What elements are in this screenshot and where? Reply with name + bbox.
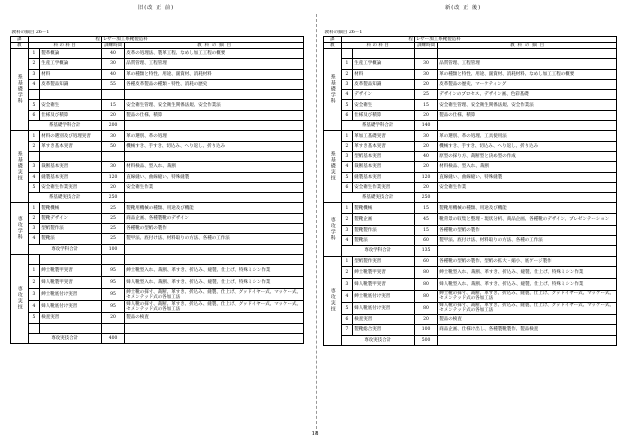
row-number: 4 bbox=[341, 90, 353, 100]
row-subject: 材料の選別及び処理実習 bbox=[40, 131, 102, 141]
row-hours: 40 bbox=[101, 69, 124, 79]
table-row bbox=[324, 110, 617, 120]
row-subject bbox=[40, 90, 102, 100]
row-hours: 20 bbox=[414, 110, 437, 120]
row-detail: 直線縫い、曲線縫い、特殊縫製 bbox=[125, 172, 304, 182]
left-section-0-total-row bbox=[11, 121, 304, 131]
row-hours: 80 bbox=[414, 278, 437, 290]
row-subject: 縫製基本実習 bbox=[40, 172, 102, 182]
right-section-1-total-row bbox=[324, 193, 617, 203]
row-hours: 95 bbox=[101, 289, 124, 301]
right-course-label: 課 bbox=[324, 37, 342, 43]
row-hours: 20 bbox=[101, 182, 124, 192]
table-row bbox=[324, 278, 617, 290]
row-detail: 機械すき、手すき、切込み、へり返し、折り込み bbox=[125, 141, 304, 151]
table-row bbox=[324, 162, 617, 172]
section-total-hours: 400 bbox=[101, 333, 124, 343]
row-number: 3 bbox=[28, 224, 40, 234]
row-subject: 縫製基本実習 bbox=[353, 172, 415, 182]
table-row bbox=[11, 49, 304, 59]
left-section-1-total-row bbox=[11, 193, 304, 203]
row-number: 3 bbox=[341, 225, 353, 235]
left-header-detail: 教 科 の 細 目 bbox=[125, 43, 304, 49]
left-section-3-title: 専攻実技 bbox=[11, 254, 29, 343]
row-detail: 製品の検査 bbox=[125, 313, 304, 323]
left-header-kyo: 教 bbox=[11, 43, 29, 49]
row-subject: 婦人靴製甲実習 bbox=[353, 278, 415, 290]
row-number bbox=[28, 90, 40, 100]
row-subject: 製靴機械 bbox=[353, 203, 415, 213]
row-subject: 安全衛生作業実習 bbox=[353, 182, 415, 192]
row-detail: 靴背景の収集と整理・現状分析、商品企画、各種靴のデザイン、プレゼンテーション bbox=[438, 213, 617, 225]
table-row bbox=[11, 224, 304, 234]
row-hours: 15 bbox=[101, 100, 124, 110]
right-section-1-title: 系基礎実技 bbox=[324, 131, 342, 203]
row-detail: 革の種類と特性、用途、副資材、消耗材料 bbox=[125, 69, 304, 79]
table-row bbox=[324, 79, 617, 89]
row-number: 6 bbox=[341, 182, 353, 192]
row-subject: 材料 bbox=[40, 69, 102, 79]
row-hours: 50 bbox=[101, 141, 124, 151]
table-row bbox=[324, 325, 617, 335]
row-hours: 120 bbox=[101, 172, 124, 182]
row-detail: 革の選別、革の処理、工具使用法 bbox=[438, 131, 617, 141]
table-row bbox=[11, 90, 304, 100]
row-hours: 120 bbox=[414, 172, 437, 182]
row-subject: 革すき基本実習 bbox=[40, 141, 102, 151]
table-row bbox=[11, 172, 304, 182]
right-section-3-title: 専攻実技 bbox=[324, 256, 342, 345]
right-panel bbox=[323, 30, 617, 346]
section-total-label: 専攻実技合計 bbox=[341, 335, 414, 345]
row-number: 2 bbox=[28, 59, 40, 69]
row-subject: 皮革製品知識 bbox=[353, 79, 415, 89]
row-number: 1 bbox=[28, 265, 40, 277]
row-number: 5 bbox=[28, 182, 40, 192]
left-header-subject: 科 の 科 目 bbox=[28, 43, 101, 49]
row-subject: 紳士靴底付け実習 bbox=[353, 290, 415, 302]
right-section-2-title: 専攻学科 bbox=[324, 203, 342, 256]
row-hours: 20 bbox=[101, 313, 124, 323]
row-subject: 安全衛生作業実習 bbox=[40, 182, 102, 192]
section-total-label: 系基礎実技合計 bbox=[341, 193, 414, 203]
row-detail bbox=[125, 90, 304, 100]
row-number: 5 bbox=[341, 100, 353, 110]
row-detail: 各種靴の型紙の製作 bbox=[438, 225, 617, 235]
row-hours: 25 bbox=[101, 234, 124, 244]
right-header-hours: 訓練時間 bbox=[414, 43, 437, 49]
row-hours: 100 bbox=[414, 325, 437, 335]
table-row bbox=[11, 79, 304, 89]
row-detail: 安全衛生作業 bbox=[438, 182, 617, 192]
row-hours: 25 bbox=[101, 224, 124, 234]
row-subject: 裁断基本実習 bbox=[40, 162, 102, 172]
row-number: 3 bbox=[341, 151, 353, 161]
row-number: 4 bbox=[341, 162, 353, 172]
table-row bbox=[324, 182, 617, 192]
section-total-label: 専攻実技合計 bbox=[28, 333, 101, 343]
table-row bbox=[324, 59, 617, 69]
row-hours: 80 bbox=[414, 302, 437, 314]
row-subject: 生産工学概論 bbox=[40, 59, 102, 69]
section-total-hours: 250 bbox=[101, 193, 124, 203]
row-subject: 紳士靴底付け実習 bbox=[40, 289, 102, 301]
row-number: 2 bbox=[341, 266, 353, 278]
row-number: 1 bbox=[28, 49, 40, 59]
left-section-2-title: 専攻学科 bbox=[11, 203, 29, 254]
table-row bbox=[11, 301, 304, 313]
row-number: 4 bbox=[341, 290, 353, 302]
row-hours: 80 bbox=[414, 266, 437, 278]
table-row bbox=[324, 151, 617, 161]
section-total-hours: 100 bbox=[101, 244, 124, 254]
row-hours: 95 bbox=[101, 277, 124, 289]
table-row bbox=[324, 314, 617, 324]
row-subject: 仕様及び積算 bbox=[353, 110, 415, 120]
row-detail: 紳士靴型入れ、裁断、革すき、折込み、縫製、仕上げ、特殊ミシン作業 bbox=[438, 266, 617, 278]
row-number: 6 bbox=[28, 110, 40, 120]
table-row bbox=[11, 323, 304, 333]
row-detail: 商品企画、仕様け出し、各種製靴製作、製品検査 bbox=[438, 325, 617, 335]
row-number: 6 bbox=[341, 110, 353, 120]
row-subject: デザイン bbox=[353, 90, 415, 100]
section-total-label: 系基礎学科合計 bbox=[341, 121, 414, 131]
row-subject bbox=[40, 151, 102, 161]
row-number: 2 bbox=[28, 213, 40, 223]
row-hours bbox=[414, 49, 437, 59]
table-row bbox=[11, 277, 304, 289]
row-hours bbox=[101, 90, 124, 100]
table-row bbox=[324, 49, 617, 59]
row-hours: 30 bbox=[101, 59, 124, 69]
row-detail: 製甲法、底付け法、材料取りの方法、各種の工作法 bbox=[125, 234, 304, 244]
right-table bbox=[323, 30, 617, 346]
table-row bbox=[11, 141, 304, 151]
section-total-hours: 250 bbox=[414, 193, 437, 203]
row-subject: 安全衛生 bbox=[40, 100, 102, 110]
row-subject: 仕様及び積算 bbox=[40, 110, 102, 120]
row-hours: 25 bbox=[414, 90, 437, 100]
right-section-0-total-row bbox=[324, 121, 617, 131]
table-row bbox=[11, 234, 304, 244]
row-number: 3 bbox=[341, 79, 353, 89]
table-row bbox=[11, 254, 304, 264]
row-hours: 95 bbox=[101, 301, 124, 313]
right-header-detail: 教 科 の 細 目 bbox=[438, 43, 617, 49]
left-meta-line: 教科の細目 26－1 bbox=[11, 30, 304, 37]
row-detail: 製品の仕様、積算 bbox=[438, 110, 617, 120]
row-number bbox=[28, 254, 40, 264]
row-hours: 25 bbox=[101, 203, 124, 213]
row-detail: 婦人靴型入れ、裁断、革すき、折込み、縫製、仕上げ、特殊ミシン作業 bbox=[438, 278, 617, 290]
row-number: 4 bbox=[28, 234, 40, 244]
row-hours: 30 bbox=[414, 131, 437, 141]
row-number: 1 bbox=[341, 131, 353, 141]
left-section-0-title: 系基礎学科 bbox=[11, 49, 29, 131]
section-total-label: 専攻学科合計 bbox=[28, 244, 101, 254]
row-number: 7 bbox=[341, 325, 353, 335]
section-total-hours: 500 bbox=[414, 335, 437, 345]
row-detail: 紳士靴の採寸、裁断、革すき、折込み、縫製、仕上げ、グッドイヤー式、マッケー式、セメンテッド式の各加工法 bbox=[125, 289, 304, 301]
right-course-gap: 程 bbox=[341, 37, 414, 43]
row-subject: 裁断基本実習 bbox=[353, 162, 415, 172]
row-detail bbox=[125, 323, 304, 333]
row-subject bbox=[40, 323, 102, 333]
row-subject: 革すき基本実習 bbox=[353, 141, 415, 151]
row-hours: 20 bbox=[414, 79, 437, 89]
left-section-2-total-row bbox=[11, 244, 304, 254]
row-number: 1 bbox=[341, 203, 353, 213]
row-number: 4 bbox=[28, 301, 40, 313]
row-subject: 皮革製品知識 bbox=[40, 79, 102, 89]
row-hours: 55 bbox=[101, 79, 124, 89]
table-row bbox=[324, 302, 617, 314]
row-detail: 安全衛生管理、安全衛生関係法規、安全作業法 bbox=[438, 100, 617, 110]
row-number: 4 bbox=[28, 79, 40, 89]
row-number: 4 bbox=[28, 172, 40, 182]
left-table bbox=[10, 30, 304, 344]
row-subject: 婦人靴製甲実習 bbox=[40, 277, 102, 289]
row-number: 2 bbox=[28, 141, 40, 151]
row-hours: 15 bbox=[414, 100, 437, 110]
table-row bbox=[324, 266, 617, 278]
table-row bbox=[11, 162, 304, 172]
left-header-hours: 訓練時間 bbox=[101, 43, 124, 49]
table-row bbox=[11, 203, 304, 213]
row-number: 5 bbox=[28, 313, 40, 323]
right-section-3-total-row bbox=[324, 335, 617, 345]
table-row bbox=[324, 236, 617, 246]
table-row bbox=[324, 213, 617, 225]
right-section-0-title: 系基礎学科 bbox=[324, 49, 342, 131]
row-number: 1 bbox=[341, 256, 353, 266]
section-total-hours: 200 bbox=[101, 121, 124, 131]
row-detail: 安全衛生管理、安全衛生関係法規、安全作業法 bbox=[125, 100, 304, 110]
right-header-kyo: 教 bbox=[324, 43, 342, 49]
table-row bbox=[11, 313, 304, 323]
row-subject: 婦人靴底付け実習 bbox=[40, 301, 102, 313]
row-subject: 製靴製作法 bbox=[353, 225, 415, 235]
left-course-gap: 程 bbox=[28, 37, 101, 43]
table-row bbox=[324, 90, 617, 100]
table-row bbox=[11, 110, 304, 120]
right-course-name: レザー加工系靴製造科 bbox=[414, 37, 616, 43]
row-detail: 婦人靴型入れ、裁断、革すき、折込み、縫製、仕上げ、特殊ミシン作業 bbox=[125, 277, 304, 289]
table-row bbox=[324, 69, 617, 79]
table-row bbox=[11, 213, 304, 223]
row-subject bbox=[353, 49, 415, 59]
row-detail: 製品の仕様、積算 bbox=[125, 110, 304, 120]
center-divider bbox=[316, 14, 317, 434]
row-number: 2 bbox=[341, 213, 353, 225]
row-number: 5 bbox=[28, 100, 40, 110]
table-row bbox=[11, 69, 304, 79]
table-row bbox=[324, 131, 617, 141]
row-hours: 80 bbox=[414, 290, 437, 302]
left-panel bbox=[10, 30, 304, 344]
row-detail: デザインのプロセス、デザイン画、色彩基礎 bbox=[438, 90, 617, 100]
row-number: 1 bbox=[28, 203, 40, 213]
row-subject: 製靴総合実習 bbox=[353, 325, 415, 335]
row-subject: 型紙製作法 bbox=[40, 224, 102, 234]
row-number: 4 bbox=[341, 236, 353, 246]
row-detail: 品質管理、工程管理 bbox=[125, 59, 304, 69]
row-hours: 25 bbox=[101, 213, 124, 223]
section-total-hours: 140 bbox=[414, 121, 437, 131]
section-total-label: 系基礎実技合計 bbox=[28, 193, 101, 203]
row-hours: 60 bbox=[414, 256, 437, 266]
row-subject: 製靴法 bbox=[353, 236, 415, 246]
table-row bbox=[11, 182, 304, 192]
row-hours: 45 bbox=[414, 213, 437, 225]
table-row bbox=[324, 256, 617, 266]
row-subject: 婦人靴底付け実習 bbox=[353, 302, 415, 314]
left-section-3-total-row bbox=[11, 333, 304, 343]
row-detail: 紳士靴の採寸、裁断、革すき、折込み、縫製、仕上げ、グッドイヤー式、マッケー式、セメンテッド式の各加工法 bbox=[438, 290, 617, 302]
section-total-label: 専攻学科合計 bbox=[341, 246, 414, 256]
right-caption: 新(改 正 後) bbox=[445, 5, 482, 11]
row-number: 3 bbox=[341, 278, 353, 290]
right-meta-line: 教科の細目 26－1 bbox=[324, 30, 617, 37]
left-section-1-title: 系基礎実技 bbox=[11, 131, 29, 203]
row-number: 1 bbox=[28, 131, 40, 141]
row-detail bbox=[438, 49, 617, 59]
row-subject: 製靴デザイン bbox=[40, 213, 102, 223]
row-hours: 40 bbox=[101, 49, 124, 59]
row-number: 6 bbox=[341, 314, 353, 324]
row-number bbox=[341, 49, 353, 59]
row-hours: 30 bbox=[414, 59, 437, 69]
left-course-label: 課 bbox=[11, 37, 29, 43]
row-detail: 各種靴の型紙の製作 bbox=[125, 224, 304, 234]
table-row bbox=[324, 225, 617, 235]
row-detail: 製靴用機械の種類、用途及び機能 bbox=[125, 203, 304, 213]
table-row bbox=[11, 265, 304, 277]
row-detail: 製甲法、底付け法、材料取りの方法、各種の工作法 bbox=[438, 236, 617, 246]
row-detail: 材料検品、型入れ、裁断 bbox=[125, 162, 304, 172]
row-hours bbox=[101, 323, 124, 333]
row-hours: 30 bbox=[414, 69, 437, 79]
row-detail bbox=[125, 254, 304, 264]
row-hours: 20 bbox=[414, 182, 437, 192]
row-hours: 20 bbox=[414, 162, 437, 172]
page-number: 18 bbox=[311, 431, 319, 437]
row-subject: 生産工学概論 bbox=[353, 59, 415, 69]
row-hours: 30 bbox=[101, 162, 124, 172]
row-detail: 機械すき、手すき、切込み、へり返し、折り込み bbox=[438, 141, 617, 151]
row-subject: 製靴機械 bbox=[40, 203, 102, 213]
row-number: 5 bbox=[341, 302, 353, 314]
row-subject: 紳士靴製甲実習 bbox=[40, 265, 102, 277]
row-detail: 商品企画、各種製靴のデザイン bbox=[125, 213, 304, 223]
row-subject: 革加工基礎実習 bbox=[353, 131, 415, 141]
row-hours: 30 bbox=[101, 131, 124, 141]
row-hours bbox=[101, 151, 124, 161]
table-row bbox=[11, 151, 304, 161]
row-detail: 材料検品、型入れ、裁断 bbox=[438, 162, 617, 172]
row-subject: 製革概論 bbox=[40, 49, 102, 59]
left-caption: 旧(改 正 前) bbox=[138, 5, 175, 11]
row-number bbox=[28, 323, 40, 333]
row-hours: 95 bbox=[101, 265, 124, 277]
row-detail: 製品の検査 bbox=[438, 314, 617, 324]
row-detail: 安全衛生作業 bbox=[125, 182, 304, 192]
row-subject: 製靴企画 bbox=[353, 213, 415, 225]
row-subject: 製靴法 bbox=[40, 234, 102, 244]
row-detail: 各種皮革製品の種類・特性、消耗の歴史 bbox=[125, 79, 304, 89]
row-hours: 20 bbox=[101, 110, 124, 120]
row-number: 2 bbox=[28, 277, 40, 289]
row-detail: 原型の採り方、裁断型と決め型の作成 bbox=[438, 151, 617, 161]
row-detail: 皮革の処理法、製革工程、なめし加工工程の概要 bbox=[125, 49, 304, 59]
row-subject: 安全衛生 bbox=[353, 100, 415, 110]
table-row bbox=[324, 203, 617, 213]
row-detail: 革の選別、革の処理 bbox=[125, 131, 304, 141]
row-number: 3 bbox=[28, 162, 40, 172]
row-hours: 40 bbox=[414, 151, 437, 161]
row-detail: 紳士靴型入れ、裁断、革すき、折込み、縫製、仕上げ、特殊ミシン作業 bbox=[125, 265, 304, 277]
table-row bbox=[11, 100, 304, 110]
row-number: 3 bbox=[28, 289, 40, 301]
row-detail: 婦人靴の採寸、裁断、革すき、折込み、縫製、仕上げ、グッドイヤー式、マッケー式、セメンテッド式の各加工法 bbox=[125, 301, 304, 313]
row-subject: 型紙製作実習 bbox=[353, 256, 415, 266]
row-hours: 20 bbox=[414, 314, 437, 324]
right-header-subject: 科 の 科 目 bbox=[341, 43, 414, 49]
table-row bbox=[324, 290, 617, 302]
row-hours: 15 bbox=[414, 225, 437, 235]
row-number bbox=[28, 151, 40, 161]
section-total-label: 系基礎学科合計 bbox=[28, 121, 101, 131]
row-subject: 材料 bbox=[353, 69, 415, 79]
row-hours: 20 bbox=[414, 141, 437, 151]
row-detail bbox=[125, 151, 304, 161]
row-number: 3 bbox=[28, 69, 40, 79]
table-row bbox=[11, 131, 304, 141]
row-subject: 紳士靴製甲実習 bbox=[353, 266, 415, 278]
table-row bbox=[324, 141, 617, 151]
row-detail: 品質管理、工程管理 bbox=[438, 59, 617, 69]
row-detail: 製靴用機械の種類、用途及び機能 bbox=[438, 203, 617, 213]
row-hours bbox=[101, 254, 124, 264]
right-section-2-total-row bbox=[324, 246, 617, 256]
section-total-hours: 135 bbox=[414, 246, 437, 256]
row-hours: 60 bbox=[414, 236, 437, 246]
row-number: 2 bbox=[341, 69, 353, 79]
row-detail: 皮革製品の歴史、マーケティング bbox=[438, 79, 617, 89]
row-subject: 検査実習 bbox=[40, 313, 102, 323]
row-number: 2 bbox=[341, 141, 353, 151]
row-subject: 型紙基本実習 bbox=[353, 151, 415, 161]
table-row bbox=[324, 100, 617, 110]
row-detail: 革の種類と特性、用途、副資材、消耗材料、なめし加工工程の概要 bbox=[438, 69, 617, 79]
row-detail: 婦人靴の採寸、裁断、革すき、折込み、縫製、仕上げ、グッドイヤー式、マッケー式、セメンテッド式の各加工法 bbox=[438, 302, 617, 314]
row-hours: 15 bbox=[414, 203, 437, 213]
table-row bbox=[324, 172, 617, 182]
table-row bbox=[11, 59, 304, 69]
table-row bbox=[11, 289, 304, 301]
row-number: 1 bbox=[341, 59, 353, 69]
row-detail: 各種靴の型紙の製作、型紙の拡大・縮小、底ゲージ製作 bbox=[438, 256, 617, 266]
row-detail: 直線縫い、曲線縫い、特殊縫製 bbox=[438, 172, 617, 182]
left-course-name: レザー加工系靴製造科 bbox=[101, 37, 303, 43]
row-subject: 検査実習 bbox=[353, 314, 415, 324]
row-subject bbox=[40, 254, 102, 264]
row-number: 5 bbox=[341, 172, 353, 182]
